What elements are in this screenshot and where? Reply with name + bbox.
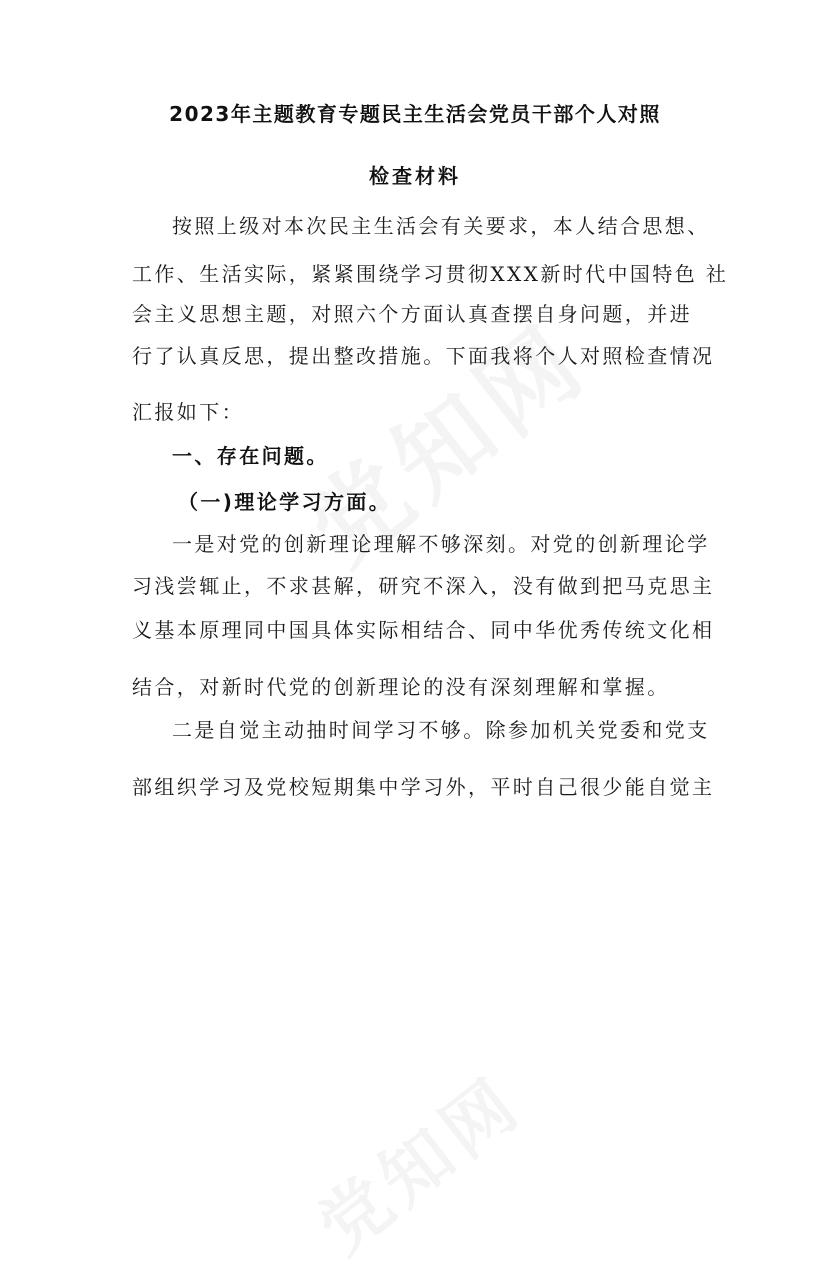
document-title: 2023年主题教育专题民主生活会党员干部个人对照 — [169, 102, 661, 126]
paragraph-line: 部组织学习及党校短期集中学习外，平时自己很少能自觉主 — [132, 775, 715, 799]
paragraph-line: 行了认真反思，提出整改措施。下面我将个人对照检查情况 — [132, 344, 715, 368]
watermark-logo — [294, 1049, 541, 1272]
paragraph-line: 一是对党的创新理论理解不够深刻。对党的创新理论学 — [172, 532, 710, 556]
paragraph-line: 工作、生活实际，紧紧围绕学习贯彻XXX新时代中国特色 社 — [132, 262, 729, 286]
paragraph-line: 按照上级对本次民主生活会有关要求，本人结合思想、 — [172, 214, 710, 238]
paragraph-line: 义基本原理同中国具体实际相结合、同中华优秀传统文化相 — [132, 618, 715, 642]
paragraph-line: 习浅尝辄止，不求甚解，研究不深入，没有做到把马克思主 — [132, 574, 715, 598]
paragraph-line: 结合，对新时代党的创新理论的没有深刻理解和掌握。 — [132, 675, 670, 699]
paragraph-line: 二是自觉主动抽时间学习不够。除参加机关党委和党支 — [172, 718, 710, 742]
document-title-continued: 检查材料 — [369, 164, 461, 188]
paragraph-line: 会主义思想主题，对照六个方面认真查摆自身问题，并进 — [132, 302, 692, 326]
paragraph-line: 汇报如下： — [132, 400, 244, 424]
section-heading: 一、存在问题。 — [172, 444, 329, 468]
subsection-heading: （一)理论学习方面。 — [178, 490, 392, 514]
